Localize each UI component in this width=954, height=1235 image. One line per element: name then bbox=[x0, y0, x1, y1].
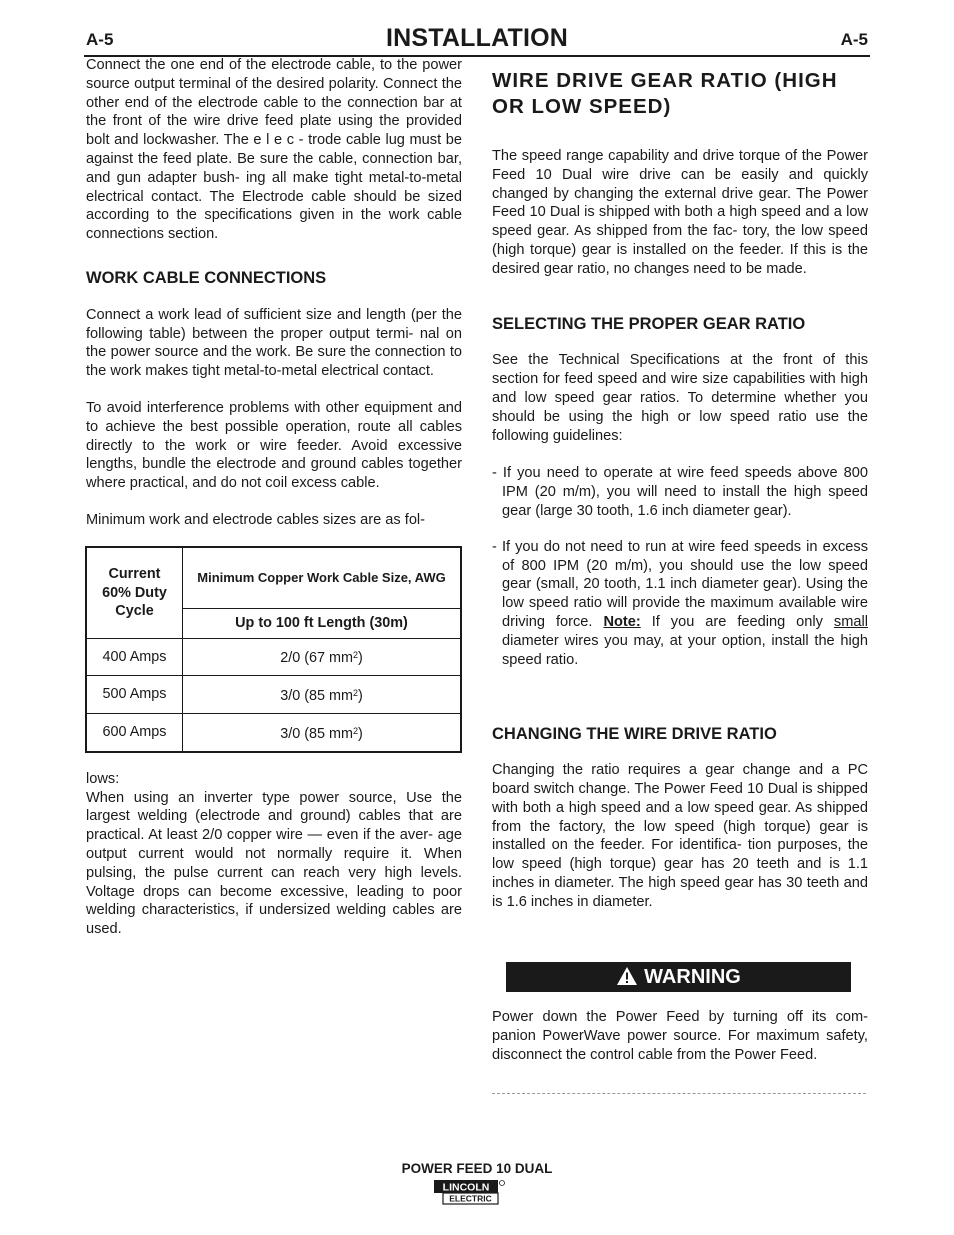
high-speed-guideline: - If you need to operate at wire feed speeds above 800 IPM (20 m/m), you will need to install the high speed gear (large 30 tooth, 1.6 inch diameter gear). bbox=[492, 465, 868, 519]
min-cable-intro: Minimum work and electrode cables sizes are as fol- bbox=[86, 511, 426, 528]
right-column bbox=[492, 56, 868, 912]
svg-text:LINCOLN: LINCOLN bbox=[442, 1181, 490, 1194]
table-header-row bbox=[86, 547, 461, 609]
warning-banner bbox=[506, 962, 851, 992]
table-row bbox=[86, 714, 461, 752]
table-row bbox=[86, 676, 461, 714]
current-cell: 600 Amps bbox=[86, 714, 183, 752]
size-cell: 3/0 (85 $mm^2$) bbox=[183, 676, 462, 714]
page-code-left: A-5 bbox=[86, 30, 114, 49]
length-subheader: Up to 100 ft Length (30m) bbox=[183, 609, 462, 639]
current-cell: 500 Amps bbox=[86, 676, 183, 714]
page-code-right: A-5 bbox=[840, 30, 868, 49]
warning-triangle-icon bbox=[616, 966, 638, 986]
selecting-gear-heading: SELECTING THE PROPER GEAR RATIO bbox=[492, 314, 806, 333]
changing-paragraph: Changing the ratio requires a gear change and a PC board switch change. The Power Feed 10 Dual is shipped with both a high speed and a low speed gear. As shipped from the factory, the low speed (high torque) gear is installed on the feeder. For identifica- tion purposes, the low speed (high torque) gear has 20 teeth and is 1.1 inches in diameter. The high speed gear has 30 teeth and is 1.6 inches in diameter. bbox=[492, 762, 868, 910]
left-column bbox=[86, 56, 462, 939]
min-cable-intro-end: lows: bbox=[86, 770, 120, 787]
inverter-paragraph: When using an inverter type power source, Use the largest welding (electrode and ground) cables that are practical. At least 2/0 copper wire — even if the aver- age output current would not normally require it. When pulsing, the pulse current can reach very high levels. Voltage drops can become excessive, leading to poor welding characteristics, if undersized welding cables are used. bbox=[86, 789, 462, 938]
warning-label: WARNING bbox=[644, 966, 741, 988]
power-down-paragraph: Power down the Power Feed by turning off its com- panion PowerWave power source. For maximum safety, disconnect the control cable from the Power Feed. bbox=[492, 1009, 868, 1063]
current-cell: 400 Amps bbox=[86, 639, 183, 676]
size-cell: 2/0 (67 $mm^2$) bbox=[183, 639, 462, 676]
interference-paragraph: To avoid interference problems with other equipment and to achieve the best possible operation, route all cables directly to the work or wire feeder. Avoid excessive lengths, bundle the electrode and ground cables together where practical, and do not coil excess cable. bbox=[86, 399, 462, 492]
gear-ratio-heading: WIRE DRIVE GEAR RATIO (HIGH OR LOW SPEED) bbox=[492, 69, 838, 118]
electrode-cable-paragraph: Connect the one end of the electrode cable, to the power source output terminal of the desired polarity. Connect the other end of the electrode cable to the connection bar at the front of the wire drive feed plate using the provided bolt and lockwasher. The e l e c - trode cable lug must be against the feed plate. Be sure the cable, connection bar, and gun adapter bush- ing all make tight metal-to-metal electrical contact. The Electrode cable should be sized according to the specifications given in the work cable connections section. bbox=[86, 57, 462, 243]
work-lead-paragraph: Connect a work lead of sufficient size and length (per the following table) between the proper output termi- nal on the power source and the work. Be sure the connection to the work makes tight metal-to-metal electrical contact. bbox=[86, 306, 462, 380]
warning-text-block bbox=[492, 1008, 868, 1064]
work-cable-heading: WORK CABLE CONNECTIONS bbox=[86, 268, 327, 287]
selecting-paragraph: See the Technical Specifications at the front of this section for feed speed and wire size capabilities with high and low speed gear ratios. To determine whether you should be using the high or low speed ratio use the following guidelines: bbox=[492, 352, 868, 444]
footer-product-name: POWER FEED 10 DUAL bbox=[401, 1161, 553, 1176]
svg-text:ELECTRIC: ELECTRIC bbox=[449, 1193, 492, 1204]
dashed-divider bbox=[492, 1093, 866, 1094]
page-title: INSTALLATION bbox=[385, 24, 568, 52]
cable-size-table bbox=[85, 546, 462, 753]
current-column-header: Current 60% Duty Cycle bbox=[86, 547, 183, 639]
table-row bbox=[86, 639, 461, 676]
lincoln-electric-logo bbox=[433, 1179, 507, 1205]
gear-intro-paragraph: The speed range capability and drive torque of the Power Feed 10 Dual wire drive can be easily and quickly changed by changing the external drive gear. The Power Feed 10 Dual is shipped with both a high speed and a low speed gear. As shipped from the fac- tory, the low speed (high torque) gear is installed on the feeder. If this is the desired gear ratio, no changes need to be made. bbox=[492, 148, 868, 277]
changing-ratio-heading: CHANGING THE WIRE DRIVE RATIO bbox=[492, 725, 777, 744]
size-cell: 3/0 (85 $mm^2$) bbox=[183, 714, 462, 752]
low-speed-guideline: - If you do not need to run at wire feed speeds in excess of 800 IPM (20 m/m), you should use the low speed gear (small, 20 tooth, 1.1 inch diameter gear). Using the low speed ratio will provide the maximum available wire driving force. Note: If you are feeding only small diameter wires you may, at your option, install the high speed ratio. bbox=[492, 538, 868, 668]
cable-size-column-header: Minimum Copper Work Cable Size, AWG bbox=[183, 547, 462, 609]
